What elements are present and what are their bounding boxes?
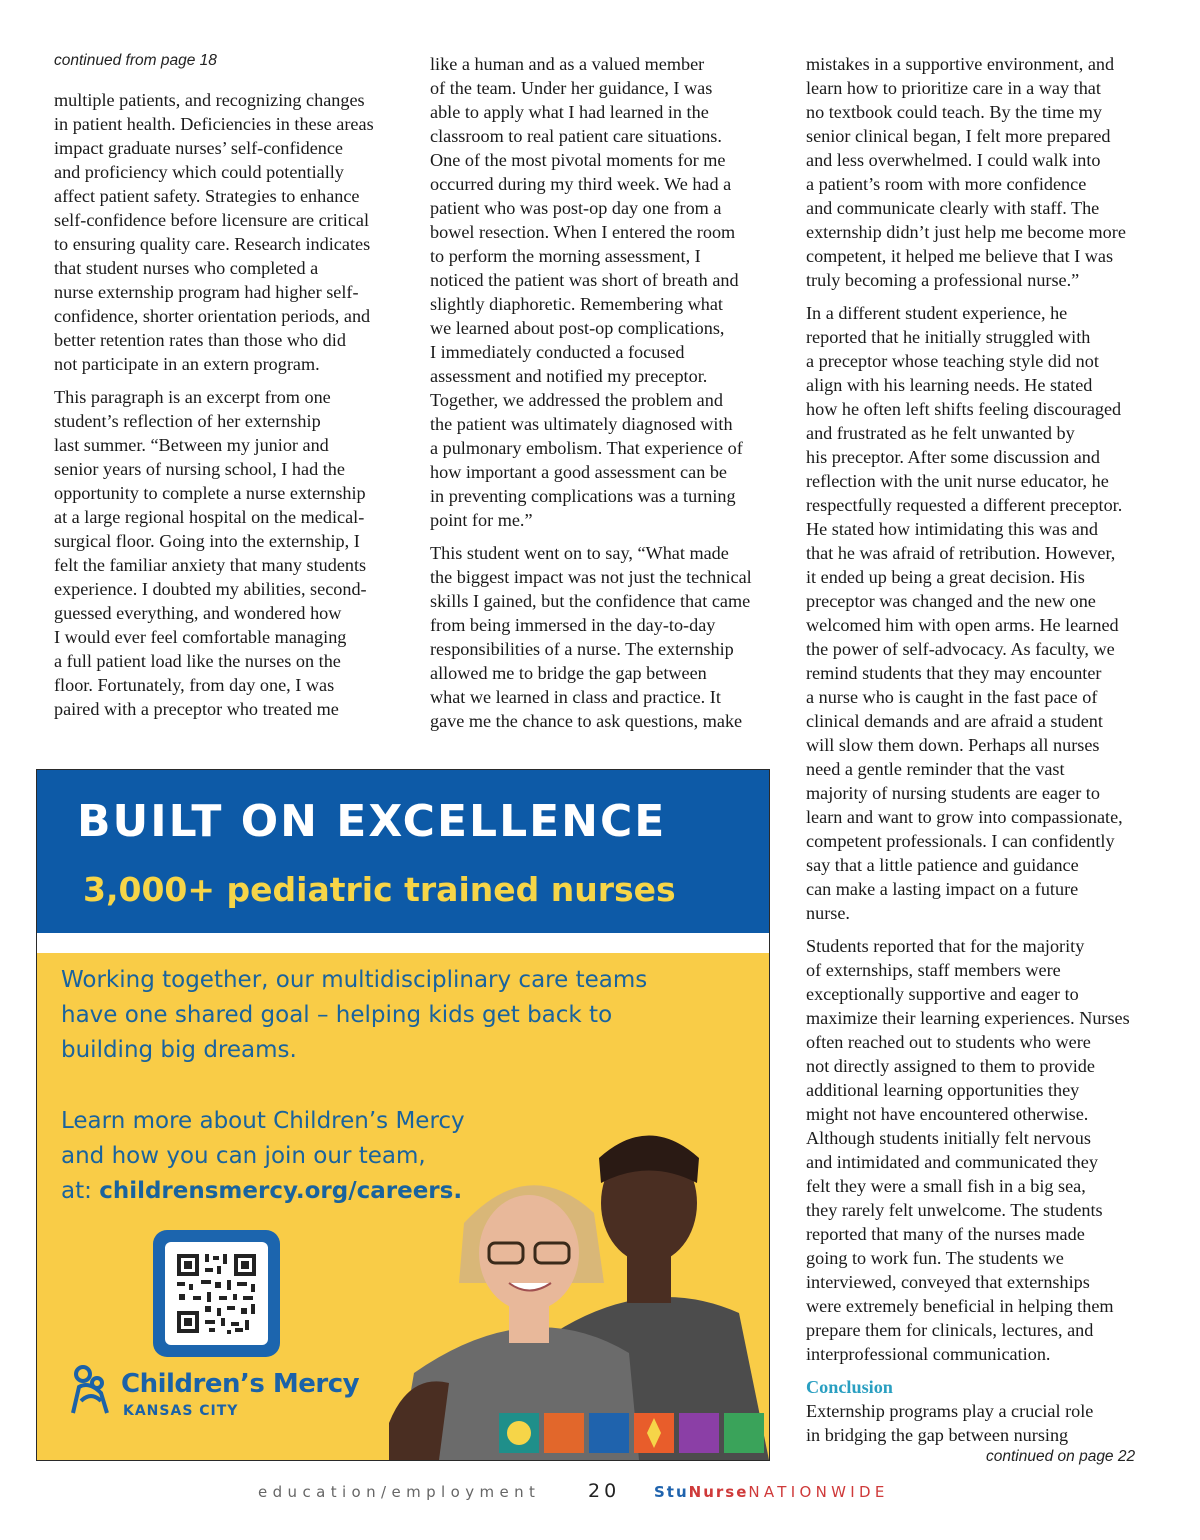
qr-code[interactable] [153,1230,280,1357]
page-number: 20 [588,1480,621,1502]
paragraph: multiple patients, and recognizing changes in patient health. Deficiencies in these areas impact graduate nurses’ self-confidence and proficiency which could potentially affect patient safety. Strategies to enhance self-confidence before licensure are critical to ensuring quality care. Research indicates that student nurses who completed a nurse externship program had higher self- confidence, shorter orientation periods, and better retention rates than those who did not participate in an extern program. [54,90,374,374]
ad-header-band [37,770,769,933]
text-column-middle [430,52,780,742]
ad-headline: BUILT ON EXCELLENCE [77,796,667,847]
ad-call-to-action: Learn more about Children’s Mercy and how you can join our team, at: childrensmercy.org/careers. [61,1108,465,1204]
nurse-and-patient-photo [329,953,769,1460]
advertisement[interactable] [36,769,770,1461]
paragraph: mistakes in a supportive environment, and learn how to prioritize care in a way that no textbook could teach. By the time my senior clinical began, I felt more prepared and less overwhelmed. I could walk into a patient’s room with more confidence and communicate clearly with staff. The externship didn’t just help me become more competent, it helped me believe that I was truly becoming a professional nurse.” [806,54,1126,290]
logo-city: KANSAS CITY [123,1403,239,1419]
ad-message: Working together, our multidisciplinary care teams have one shared goal – helping kids get back to building big dreams. [61,967,648,1063]
continued-from-label: continued from page 18 [54,52,217,69]
qr-code-icon [165,1242,268,1345]
logo-wordmark: Children’s Mercy [121,1369,360,1399]
paragraph: like a human and as a valued member of the team. Under her guidance, I was able to apply what I had learned in the classroom to real patient care situations. One of the most pivotal moments for me occurred during my third week. We had a patient who was post-op day one from a bowel resection. When I entered the room to perform the morning assessment, I noticed the patient was short of breath and slightly diaphoretic. Remembering what we learned about post-op complications, I immediately conducted a focused assessment and notified my preceptor. Together, we addressed the problem and the patient was ultimately diagnosed with a pulmonary embolism. That experience of how important a good assessment can be in preventing complications was a turning point for me.” [430,54,743,530]
paragraph: Externship programs play a crucial role in bridging the gap between nursing [806,1401,1094,1445]
footer-section-label: education/employment [258,1483,541,1501]
text-column-right [806,52,1166,1456]
text-column-left [54,88,404,730]
paragraph: In a different student experience, he reported that he initially struggled with a preceptor whose teaching style did not align with his learning needs. He stated how he often left shifts feeling discouraged and frustrated as he felt unwanted by his preceptor. After some discussion and reflection with the unit nurse educator, he respectfully requested a different preceptor. He stated how intimidating this was and that he was afraid of retribution. However, it ended up being a great decision. His preceptor was changed and the new one welcomed him with open arms. He learned the power of self-advocacy. As faculty, we remind students that they may encounter a nurse who is caught in the fast pace of clinical demands and are afraid a student will slow them down. Perhaps all nurses need a gentle reminder that the vast majority of nursing students are eager to learn and want to grow into compassionate, competent professionals. I can confidently say that a little patience and guidance can make a lasting impact on a future nurse. [806,303,1123,923]
childrens-mercy-mark-icon [67,1365,111,1417]
ad-subheadline: 3,000+ pediatric trained nurses [83,870,676,909]
continued-on-label: continued on page 22 [986,1448,1136,1465]
paragraph: This student went on to say, “What made the biggest impact was not just the technical skills I gained, but the confidence that came from being immersed in the day-to-day responsibilities of a nurse. The externship allowed me to bridge the gap between what we learned in class and practice. It gave me the chance to ask questions, make [430,543,752,731]
publication-brand: StuNurseNATIONWIDE [654,1483,889,1501]
ad-body [37,953,769,1460]
conclusion-heading: Conclusion [806,1377,893,1397]
careers-link[interactable]: childrensmercy.org/careers. [99,1178,463,1204]
paragraph: Students reported that for the majority of externships, staff members were exceptionally supportive and eager to maximize their learning experiences. Nurses often reached out to students who were not directly assigned to them to provide additional learning opportunities they might not have encountered otherwise. Although students initially felt nervous and intimidated and communicated they felt they were a small fish in a big sea, they rarely felt unwelcome. The students reported that many of the nurses made going to work fun. The students we interviewed, conveyed that externships were extremely beneficial in helping them prepare them for clinicals, lectures, and interprofessional communication. [806,936,1130,1364]
paragraph: This paragraph is an excerpt from one student’s reflection of her externship last summer. “Between my junior and senior years of nursing school, I had the opportunity to complete a nurse externship at a large regional hospital on the medical- surgical floor. Going into the externship, I felt the familiar anxiety that many students experience. I doubted my abilities, second- guessed everything, and wondered how I would ever feel comfortable managing a full patient load like the nurses on the floor. Fortunately, from day one, I was paired with a preceptor who treated me [54,387,367,719]
